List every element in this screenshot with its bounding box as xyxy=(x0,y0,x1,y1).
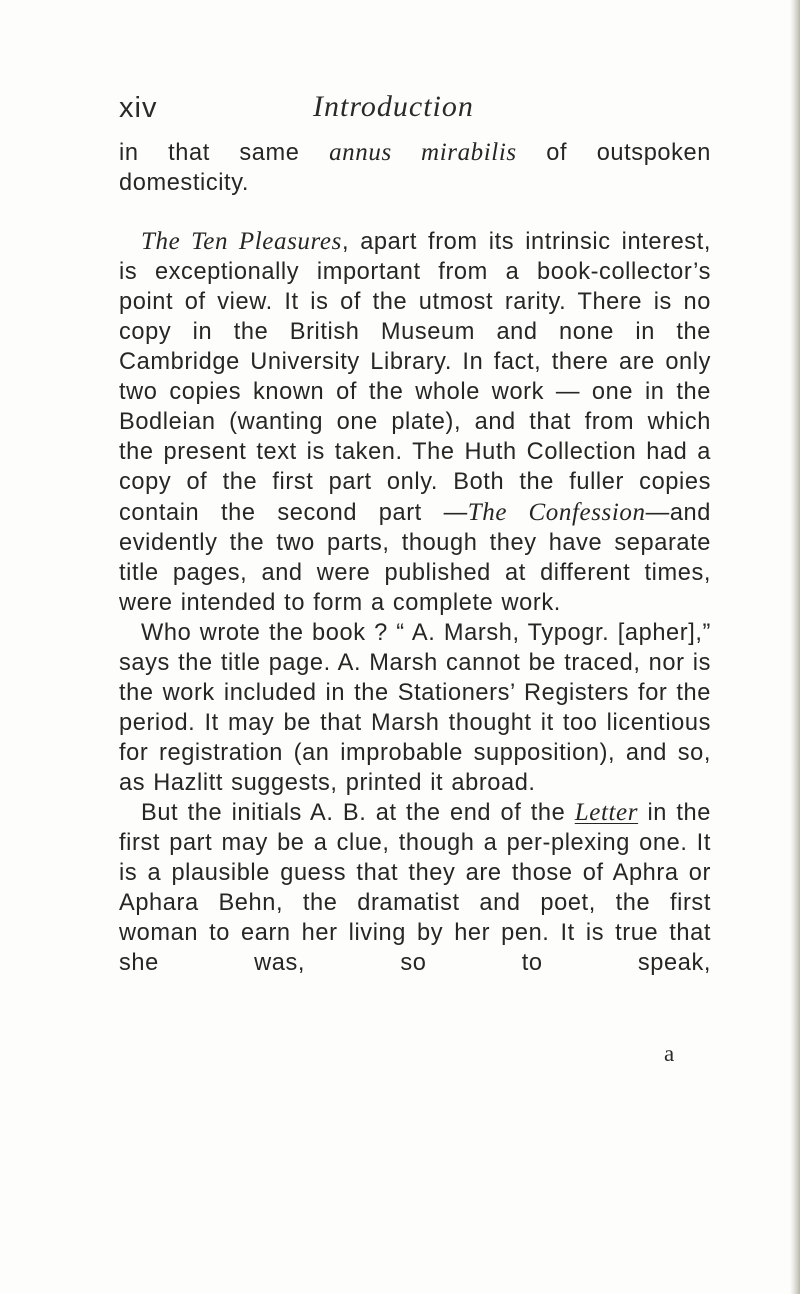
body-text xyxy=(119,138,711,978)
book-title-confession: The Confession xyxy=(467,498,646,526)
page-edge-shadow xyxy=(790,0,800,1294)
page-number: xiv xyxy=(119,92,158,124)
running-title: Introduction xyxy=(313,90,474,123)
italic-term: annus mirabilis xyxy=(329,139,517,166)
signature-mark: a xyxy=(664,1041,675,1066)
book-title: The Ten Pleasures xyxy=(141,228,342,256)
paragraph-4: But the initials A. B. at the end of the Letter in the first part may be a clue, though a per-plexing one. It is a plausible guess that they are those of Aphra or Aphara Behn, the dramatist and poet, the first woman to earn her living by her pen. It is true that she was, so to speak, xyxy=(119,798,711,977)
paragraph-3: Who wrote the book ? “ A. Marsh, Typogr. [apher],” says the title page. A. Marsh cannot be traced, nor is the work included in the Stationers’ Registers for the period. It may be that Marsh thought it too licentious for registration (an improbable supposition), and so, as Hazlitt suggests, printed it abroad. xyxy=(119,619,711,796)
paragraph-1: in that same annus mirabilis of outspoken domesticity. xyxy=(119,139,711,197)
letter-title: Letter xyxy=(574,798,639,826)
page-header xyxy=(119,92,719,132)
paragraph-2: The Ten Pleasures, apart from its intrinsic interest, is exceptionally important from a book-collector’s point of view. It is of the utmost rarity. There is no copy in the British Museum and none in the Cambridge University Library. In fact, there are only two copies known of the whole work — one in the Bodleian (wanting one plate), and that from which the present text is taken. The Huth Collection had a copy of the first part only. Both the fuller copies contain the second part —The Confession—and evidently the two parts, though they have separate title pages, and were published at different times, were intended to form a complete work. xyxy=(119,228,712,616)
